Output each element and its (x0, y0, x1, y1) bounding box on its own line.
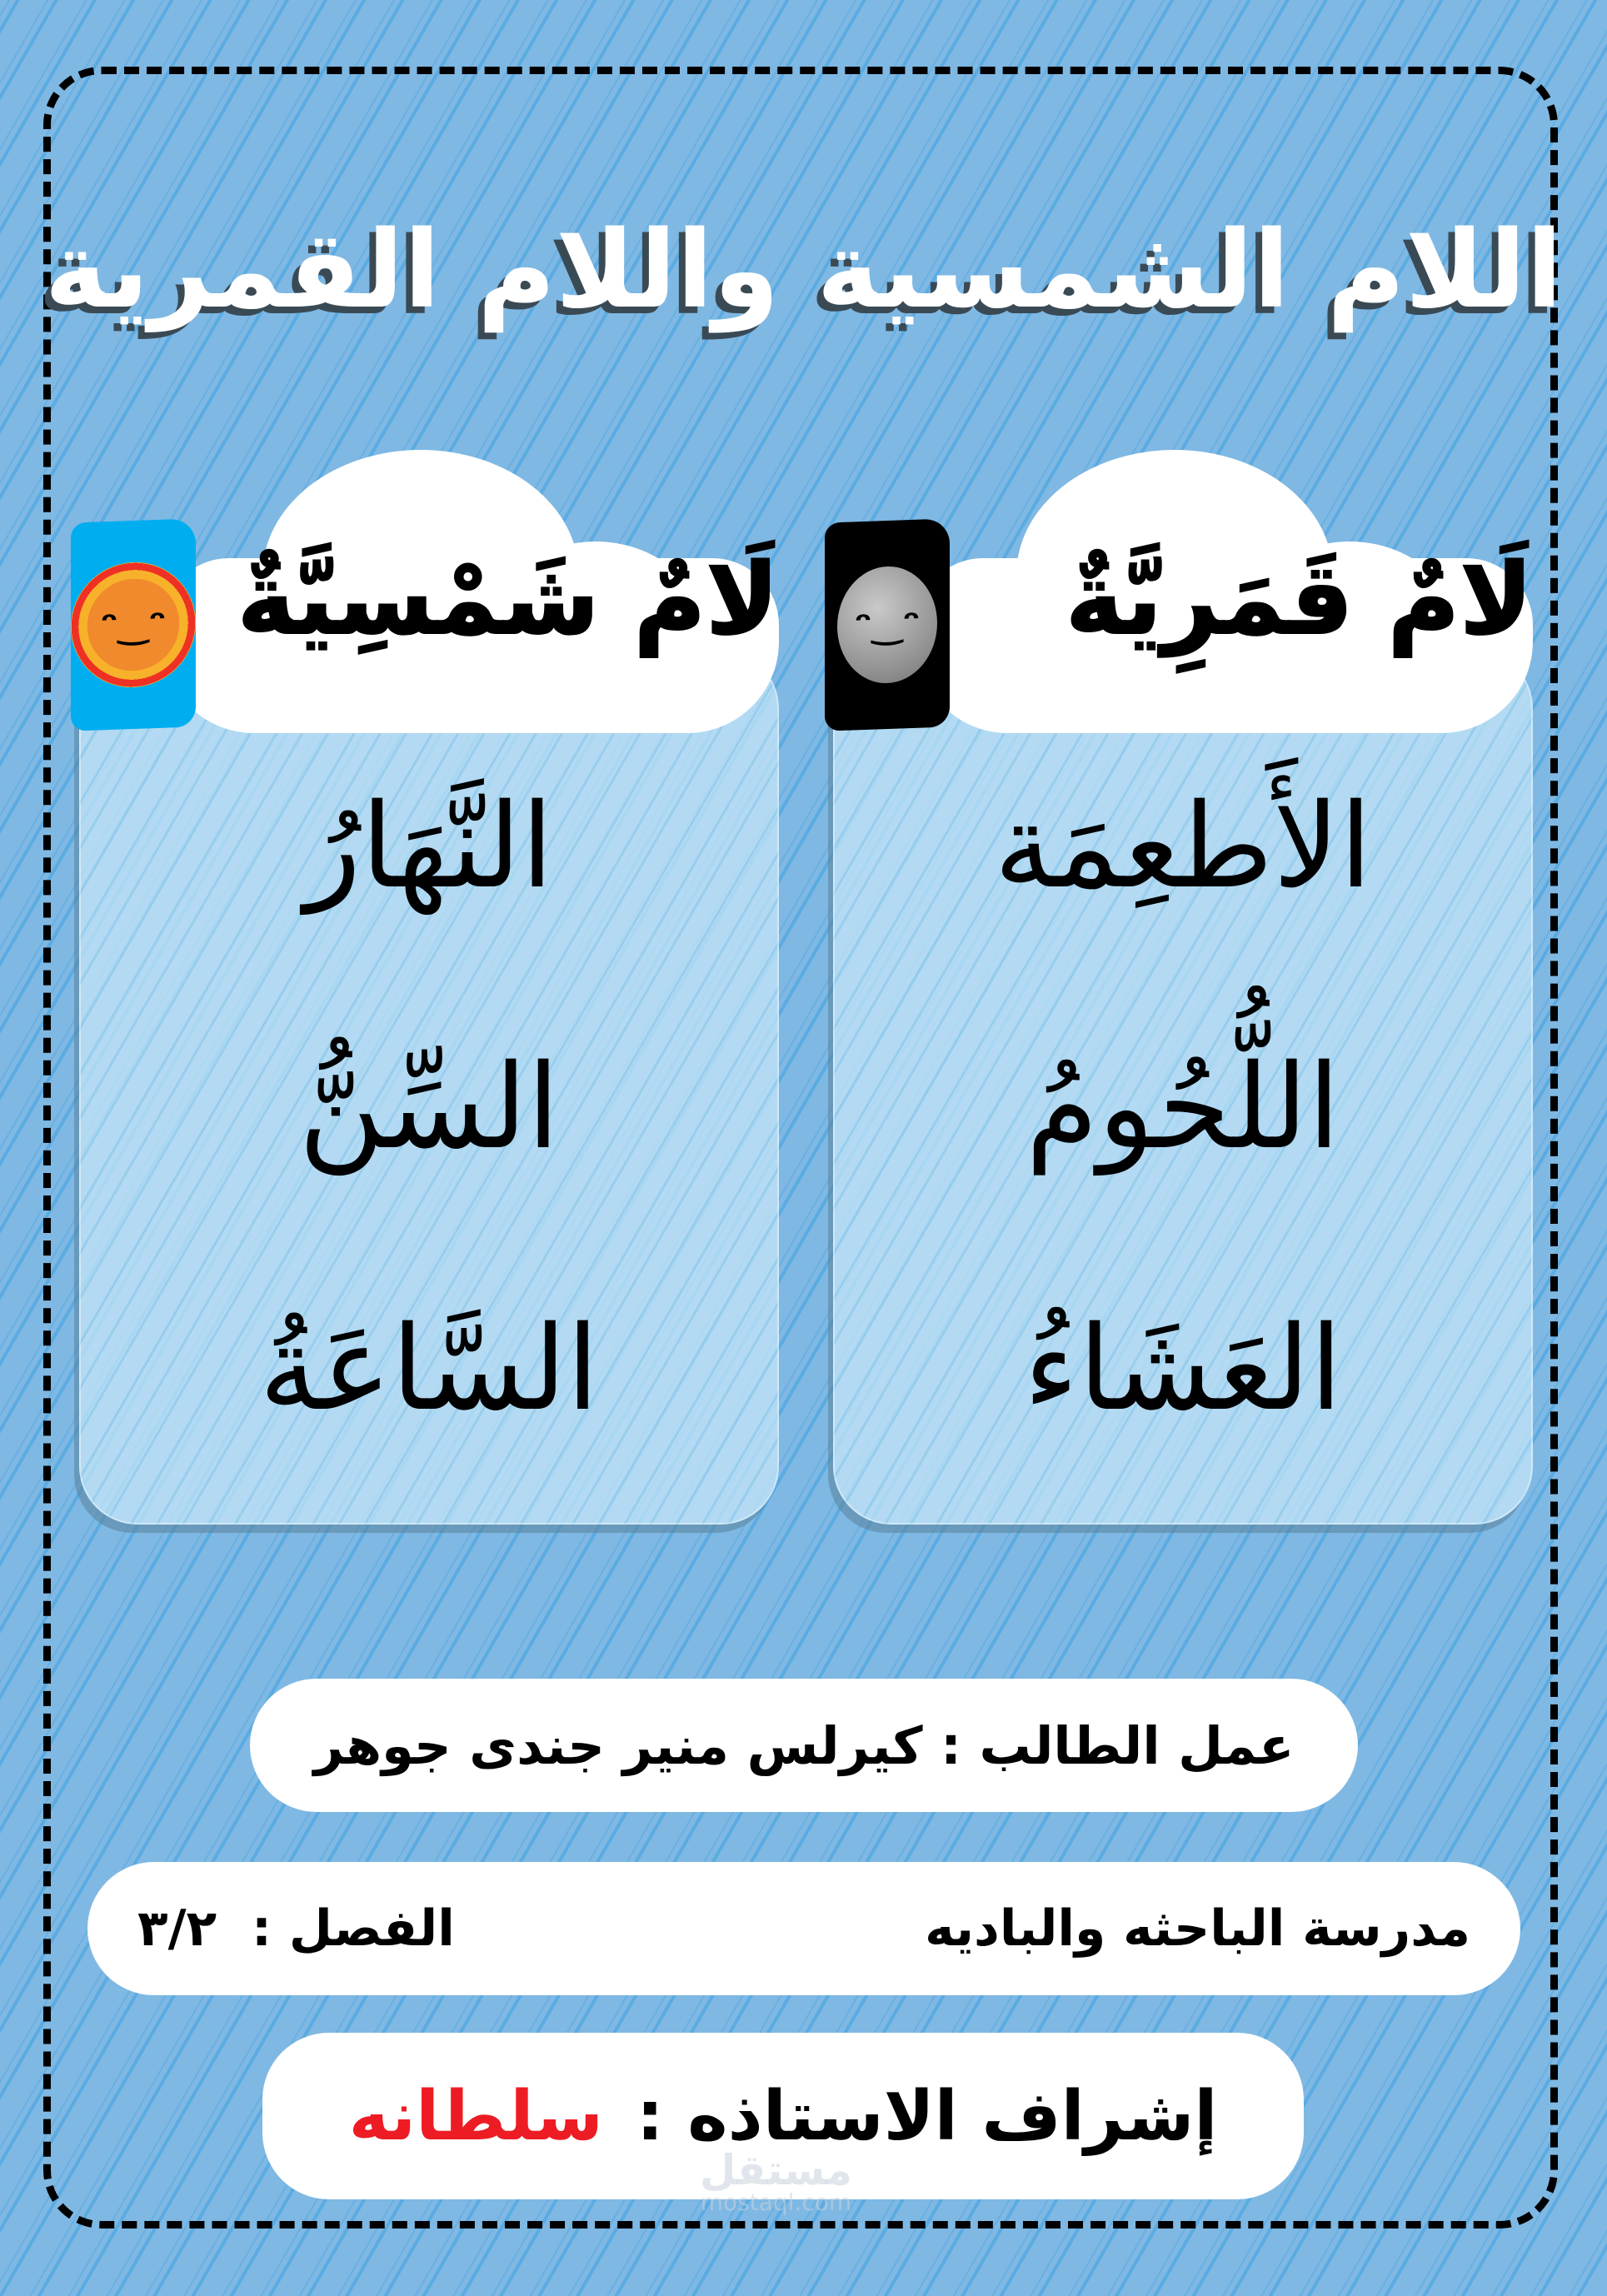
moon-heading: لَامٌ قَمَرِيَّةٌ (1065, 542, 1533, 656)
school-name: مدرسة الباحثه والباديه (925, 1899, 1470, 1958)
moon-face-icon: ᵔ‿ᵔ (837, 565, 937, 685)
school-info (87, 1862, 1520, 1995)
student-label: عمل الطالب : (941, 1715, 1295, 1776)
moon-word-list (833, 691, 1533, 1525)
sun-lam-section (71, 442, 804, 1550)
student-name: كيرلس منير جندى جوهر (313, 1715, 923, 1776)
watermark-arabic: مستقل (700, 2146, 852, 2194)
supervision-label: إشراف الاستاذه : (636, 2076, 1218, 2156)
sun-word: السِّنُّ (298, 1040, 560, 1176)
sun-word: السَّاعَةُ (259, 1300, 599, 1437)
teacher-name: سلطانه (348, 2076, 603, 2156)
moon-word: العَشَاءُ (1023, 1300, 1343, 1437)
moon-lam-section (825, 442, 1558, 1550)
sun-heading: لَامٌ شَمْسِيَّةٌ (237, 542, 779, 656)
watermark-latin: mostaql.com (700, 2189, 852, 2216)
class-value: ٣/٢ (137, 1899, 217, 1958)
watermark-logo (700, 2146, 852, 2216)
moon-word: اللُّحُومُ (1026, 1040, 1340, 1176)
sun-face-icon: ᵔ‿ᵔ (71, 560, 196, 689)
page-title: اللام الشمسية واللام القمرية (44, 208, 1563, 332)
class-info (137, 1899, 455, 1958)
sun-word-list (79, 691, 779, 1525)
student-credit (250, 1679, 1358, 1812)
moon-word: الأَطعِمَة (994, 779, 1372, 916)
class-label: الفصل : (251, 1899, 455, 1958)
sun-word: النَّهَارُ (304, 779, 554, 916)
